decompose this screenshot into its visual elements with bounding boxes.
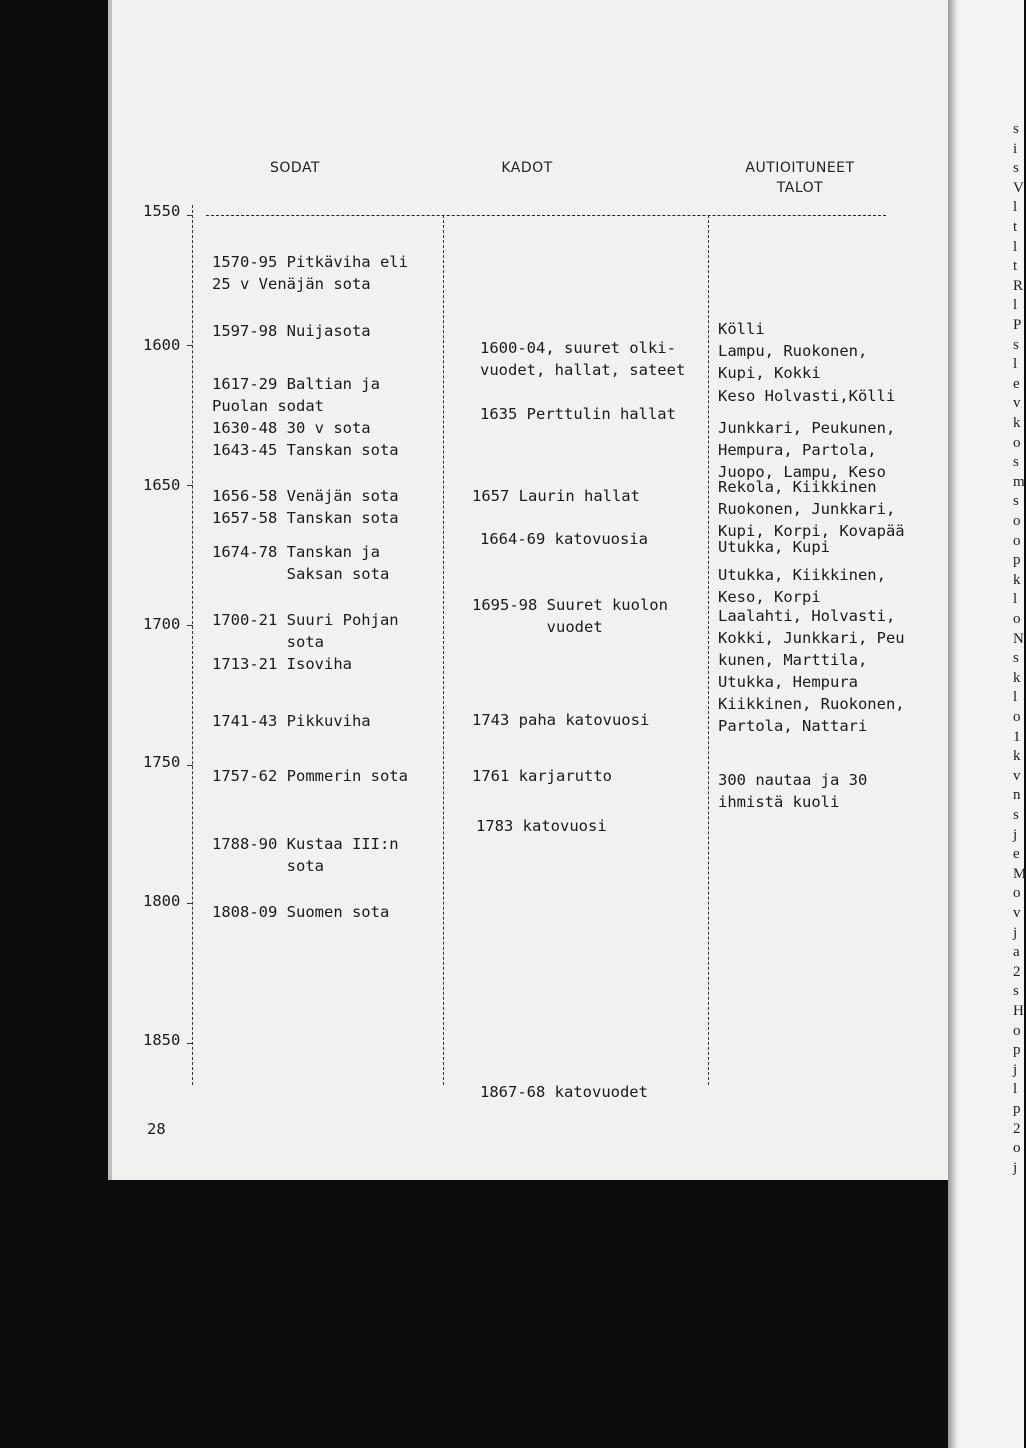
header-kadot: KADOT: [501, 160, 553, 176]
year-tick: [187, 765, 193, 766]
adjacent-page-fragment: s: [1013, 807, 1019, 823]
talot-entry: Laalahti, Holvasti, Kokki, Junkkari, Peu kunen, Marttila, Utukka, Hempura Kiikkinen, Ruokonen, Partola, Nattari: [718, 607, 905, 735]
adjacent-page-fragment: e: [1013, 846, 1020, 863]
adjacent-page-fragment: V: [1013, 179, 1024, 196]
adjacent-page-fragment: o: [1013, 885, 1021, 902]
header-autioituneet: AUTIOITUNEET: [745, 160, 855, 176]
kadot-entry: 1635 Perttulin hallat: [480, 405, 676, 423]
kadot-entry: 1867-68 katovuodet: [480, 1083, 648, 1101]
adjacent-page-fragment: o: [1013, 434, 1021, 451]
talot-entry: Utukka, Kupi: [718, 538, 830, 556]
adjacent-page-fragment: o: [1013, 1140, 1021, 1157]
year-tick: [187, 485, 193, 486]
adjacent-page-fragment: R: [1013, 277, 1024, 294]
talot-entry: Kölli Lampu, Ruokonen, Kupi, Kokki: [718, 320, 868, 382]
adjacent-page-fragment: t: [1013, 219, 1018, 235]
adjacent-page-fragment: s: [1013, 650, 1019, 667]
adjacent-page-fragment: l: [1013, 1081, 1018, 1098]
sodat-entry: 1757-62 Pommerin sota: [212, 767, 408, 785]
adjacent-page-fragment: p: [1013, 552, 1021, 569]
kadot-entry: 1695-98 Suuret kuolon vuodet: [472, 596, 668, 636]
adjacent-page-fragment: N: [1013, 630, 1024, 647]
column-divider-kadot-talot: [708, 215, 709, 1085]
adjacent-page-fragment: j: [1013, 924, 1018, 941]
adjacent-page-fragment: s: [1013, 160, 1019, 177]
talot-entry: 300 nautaa ja 30 ihmistä kuoli: [718, 771, 868, 811]
talot-entry: Utukka, Kiikkinen, Keso, Korpi: [718, 566, 886, 606]
sodat-entry: 1700-21 Suuri Pohjan sota 1713-21 Isoviha: [212, 611, 399, 673]
year-tick: [187, 625, 193, 626]
adjacent-page-fragment: l: [1013, 689, 1018, 706]
year-label: 1650: [143, 476, 181, 494]
header-rule: [206, 215, 886, 216]
adjacent-page-fragment: j: [1013, 1159, 1018, 1176]
adjacent-page-fragment: i: [1013, 140, 1018, 157]
adjacent-page-fragment: j: [1013, 1061, 1018, 1078]
adjacent-page-fragment: k: [1013, 571, 1021, 588]
adjacent-page-fragment: 1: [1013, 728, 1021, 745]
adjacent-page-fragment: o: [1013, 611, 1021, 627]
adjacent-page-fragment: k: [1013, 669, 1021, 686]
sodat-entry: 1674-78 Tanskan ja Saksan sota: [212, 543, 390, 583]
sodat-entry: 1808-09 Suomen sota: [212, 903, 390, 921]
adjacent-page-fragment: P: [1013, 317, 1022, 333]
adjacent-page-fragment: l: [1013, 297, 1018, 314]
adjacent-page-fragment: o: [1013, 709, 1021, 725]
year-label: 1700: [143, 615, 181, 633]
page-number: 28: [147, 1120, 166, 1138]
adjacent-page-fragment: p: [1013, 1101, 1021, 1117]
adjacent-page-fragment: o: [1013, 532, 1021, 549]
adjacent-page-fragment: l: [1013, 199, 1018, 216]
adjacent-page-fragment: n: [1013, 787, 1021, 804]
year-label: 1550: [143, 202, 181, 220]
adjacent-page-fragment: 2: [1013, 963, 1021, 980]
scan-background: [0, 1180, 108, 1448]
kadot-entry: 1783 katovuosi: [476, 817, 607, 835]
kadot-entry: 1664-69 katovuosia: [480, 530, 648, 548]
year-label: 1600: [143, 336, 181, 354]
talot-entry: Rekola, Kiikkinen Ruokonen, Junkkari, Kupi, Korpi, Kovapää: [718, 478, 905, 540]
header-sodat: SODAT: [270, 160, 320, 176]
adjacent-page-fragment: a: [1013, 944, 1020, 961]
year-tick: [187, 1043, 193, 1044]
adjacent-page-fragment: k: [1013, 748, 1021, 765]
kadot-entry: 1743 paha katovuosi: [472, 711, 650, 729]
kadot-entry: 1761 karjarutto: [472, 767, 612, 785]
adjacent-page-fragment: k: [1013, 415, 1021, 431]
talot-entry: Keso Holvasti,Kölli: [718, 387, 896, 405]
year-label: 1800: [143, 892, 181, 910]
adjacent-page-fragment: H: [1013, 1003, 1024, 1019]
adjacent-page-fragment: v: [1013, 905, 1021, 921]
adjacent-page-fragment: v: [1013, 395, 1021, 412]
timeline-axis: [192, 205, 193, 1085]
adjacent-page-fragment: o: [1013, 1022, 1021, 1039]
adjacent-page-fragment: s: [1013, 121, 1019, 137]
adjacent-page-fragment: v: [1013, 767, 1021, 784]
adjacent-page-fragment: s: [1013, 983, 1019, 1000]
adjacent-page-fragment: s: [1013, 454, 1019, 471]
sodat-entry: 1656-58 Venäjän sota 1657-58 Tanskan sota: [212, 487, 399, 527]
adjacent-page-fragment: s: [1013, 336, 1019, 353]
adjacent-page-fragment: l: [1013, 238, 1018, 255]
scan-background-bottom: [108, 1180, 948, 1448]
adjacent-page-fragment: o: [1013, 513, 1021, 529]
column-divider-sodat-kadot: [443, 215, 444, 1085]
year-tick: [187, 215, 193, 216]
adjacent-page-fragment: 2: [1013, 1120, 1021, 1137]
adjacent-page-fragment: p: [1013, 1042, 1021, 1059]
sodat-entry: 1741-43 Pikkuviha: [212, 712, 371, 730]
year-tick: [187, 345, 193, 346]
adjacent-page-fragment: e: [1013, 375, 1020, 392]
talot-entry: Junkkari, Peukunen, Hempura, Partola, Juopo, Lampu, Keso: [718, 419, 896, 481]
adjacent-page-fragment: l: [1013, 591, 1018, 608]
adjacent-page-fragment: m: [1013, 473, 1025, 490]
adjacent-page-fragment: M: [1013, 865, 1026, 882]
sodat-entry: 1597-98 Nuijasota: [212, 322, 371, 340]
sodat-entry: 1788-90 Kustaa III:n sota: [212, 835, 399, 875]
adjacent-page-fragment: s: [1013, 493, 1019, 510]
kadot-entry: 1657 Laurin hallat: [472, 487, 640, 505]
year-tick: [187, 903, 193, 904]
year-label: 1750: [143, 753, 181, 771]
sodat-entry: 1617-29 Baltian ja Puolan sodat 1630-48 30 v sota 1643-45 Tanskan sota: [212, 375, 399, 459]
header-talot: TALOT: [776, 180, 824, 196]
sodat-entry: 1570-95 Pitkäviha eli 25 v Venäjän sota: [212, 253, 408, 293]
kadot-entry: 1600-04, suuret olki- vuodet, hallat, sateet: [480, 339, 686, 379]
year-label: 1850: [143, 1031, 181, 1049]
adjacent-page-fragment: j: [1013, 826, 1018, 843]
adjacent-page-fragment: t: [1013, 258, 1018, 275]
adjacent-page-fragment: l: [1013, 356, 1018, 373]
